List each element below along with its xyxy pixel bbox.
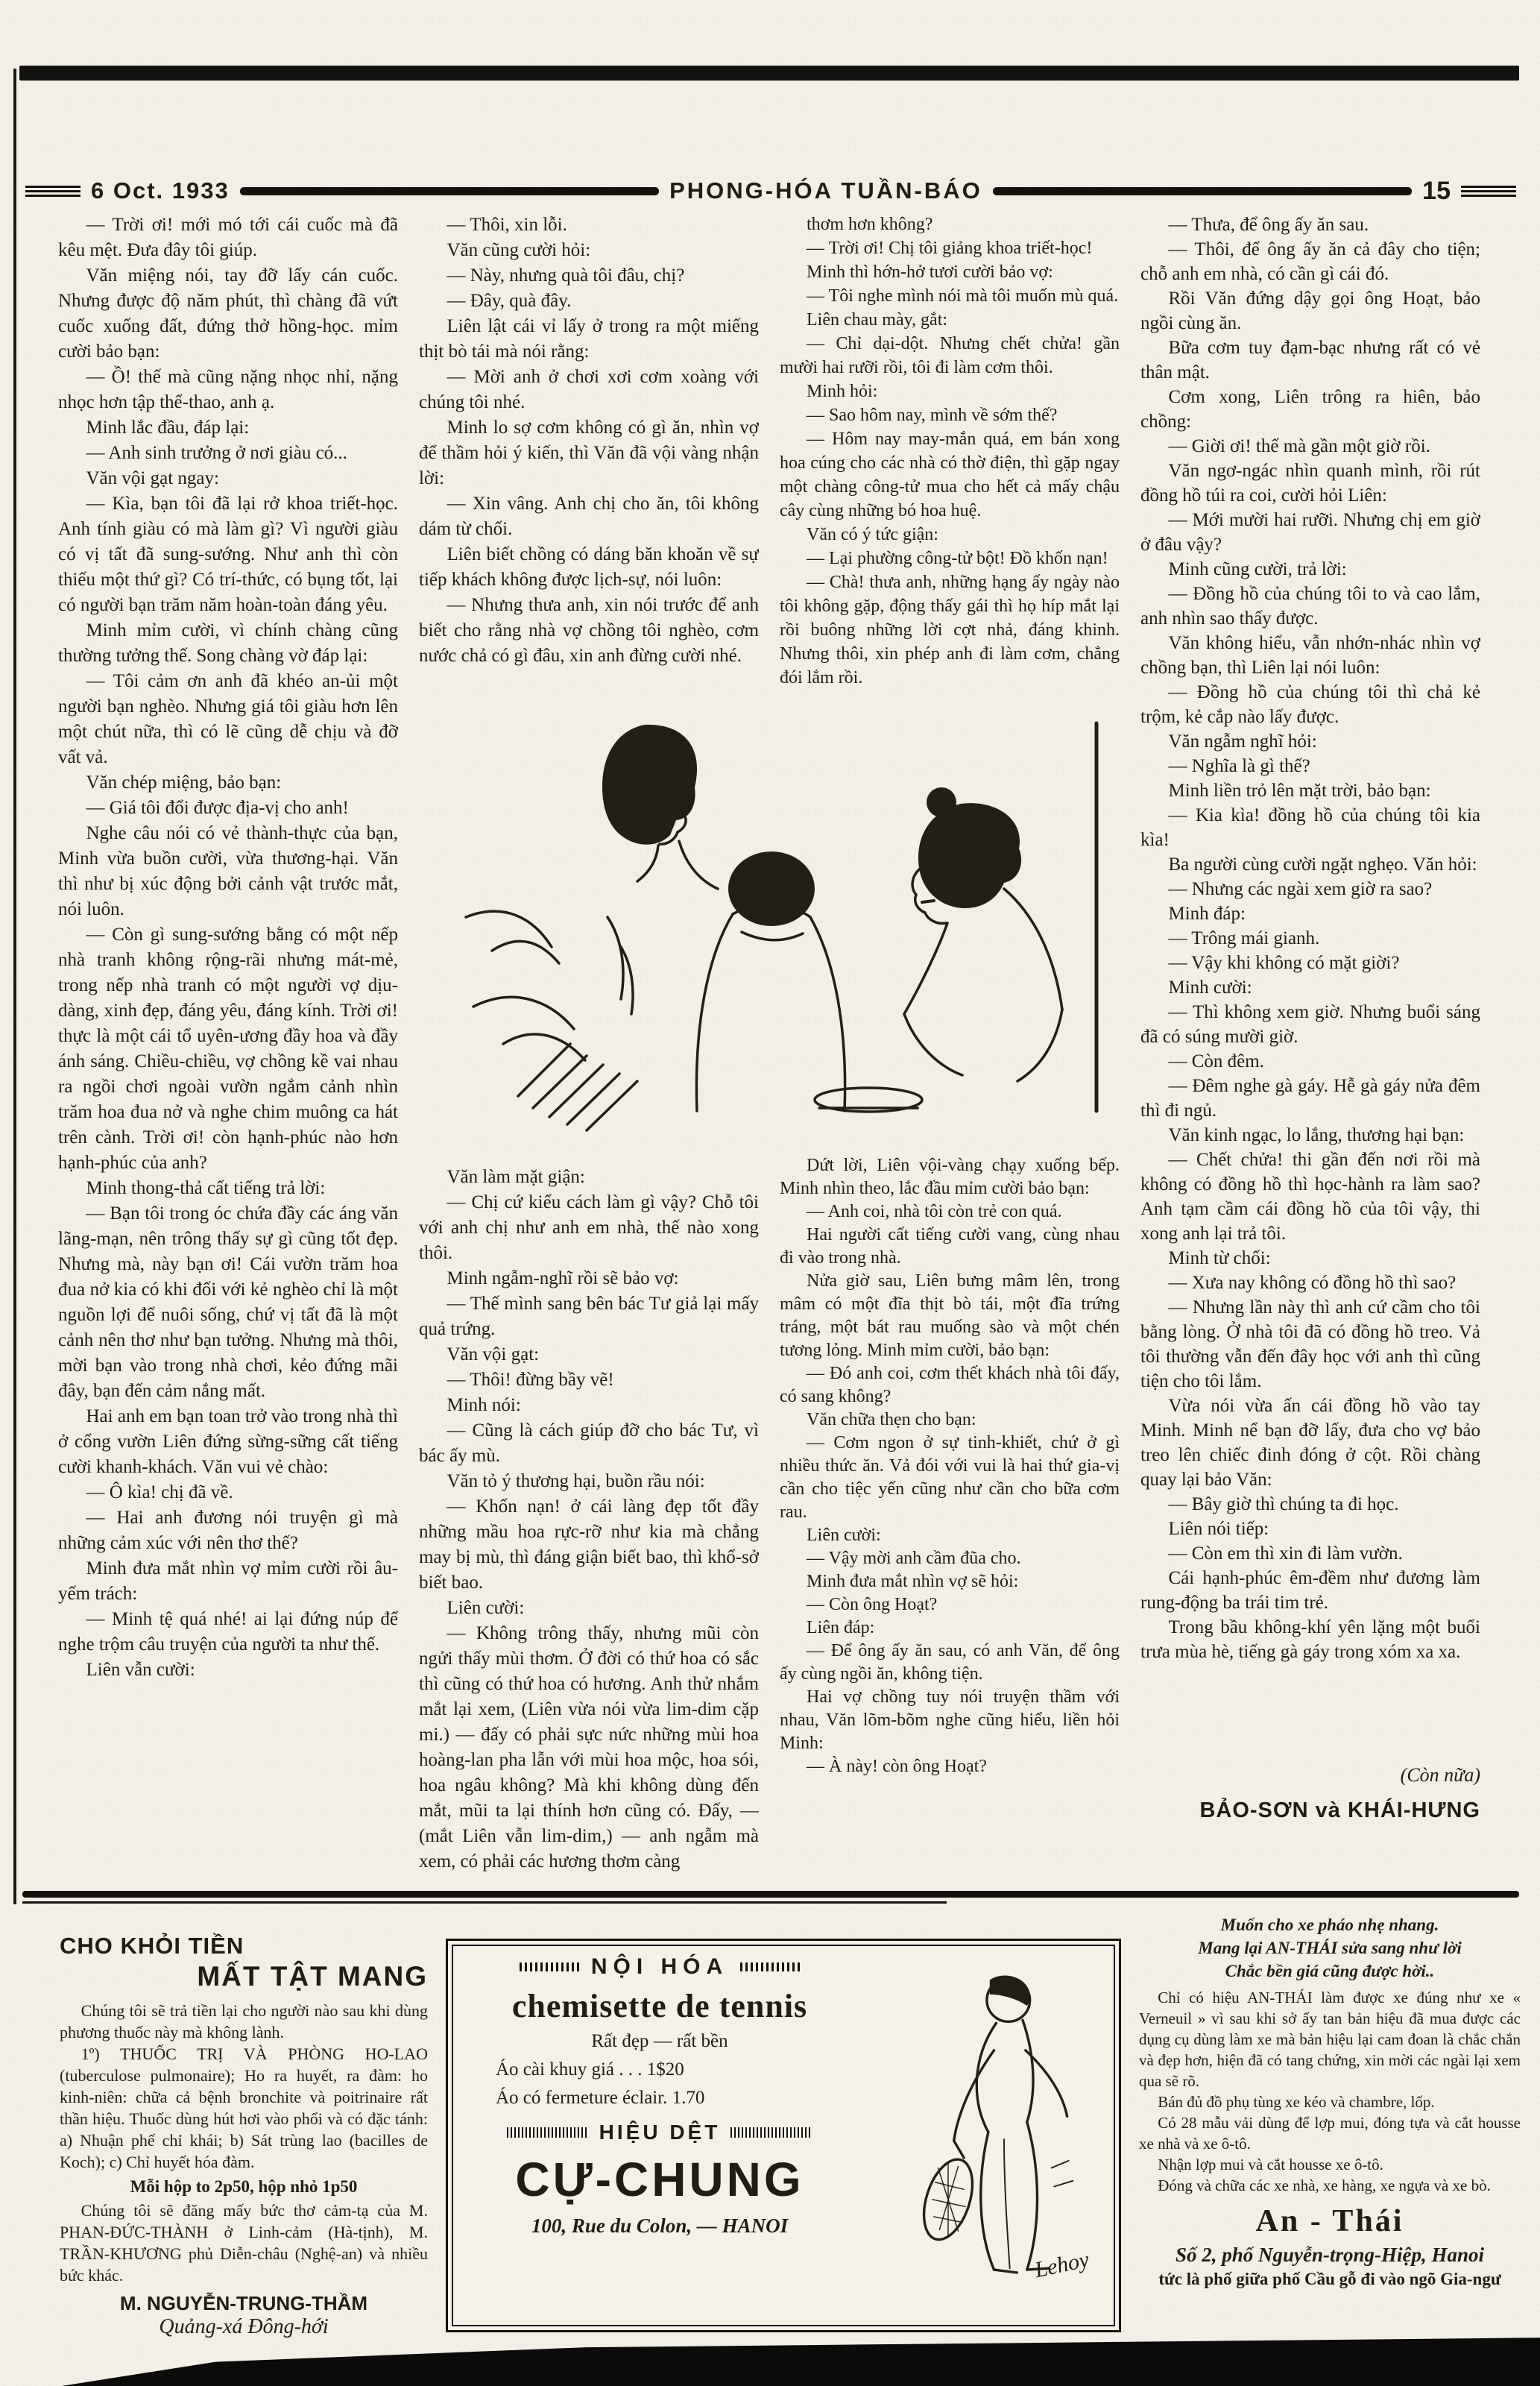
issue-date: 6 Oct. 1933 (91, 177, 230, 204)
paragraph: Liên đáp: (807, 1618, 875, 1637)
ad-mid-price-1: Áo cài khuy giá . . . 1$20 (496, 2059, 684, 2080)
ad-tuberculosis-medicine (60, 1933, 428, 2339)
paragraph: — Hai anh đương nói truyện gì mà những cảm xúc với nên thơ thế? (58, 1508, 398, 1553)
section-divider-rule-thin (22, 1901, 947, 1904)
paragraph: Văn chữa thẹn cho bạn: (807, 1410, 976, 1429)
paragraph: — Kia kìa! đồng hồ của chúng tôi kia kìa! (1140, 805, 1480, 850)
paragraph: Nửa giờ sau, Liên bưng mâm lên, trong mâm có một đĩa thịt bò tái, một đĩa trứng tráng, một bát rau muống sào và một chén tương lỏng. Minh mỉm cười, bảo bạn: (780, 1271, 1120, 1360)
ad-mid-address: 100, Rue du Colon, — HANOI (531, 2215, 789, 2237)
ornament-stripes-right-2 (730, 2127, 812, 2138)
ad-an-thai-vehicles (1139, 1913, 1521, 2289)
paragraph: Liên cười: (807, 1526, 881, 1545)
paragraph: — Lại phường công-tử bột! Đồ khốn nạn! (807, 549, 1108, 568)
paragraph: — Đây, quà đây. (446, 291, 572, 311)
continuation-note: (Còn nữa) (1400, 1764, 1480, 1786)
paragraph: Minh cũng cười, trả lời: (1168, 559, 1347, 579)
top-rule (19, 66, 1519, 81)
section-divider-rule (22, 1891, 1519, 1898)
paragraph: — Xin vâng. Anh chị cho ăn, tôi không dám từ chối. (419, 494, 759, 539)
paragraph: — Đồng hồ của chúng tôi to và cao lắm, anh nhìn sao thấy được. (1140, 584, 1480, 629)
ad-left-signer-place: Quảng-xá Đông-hới (159, 2315, 329, 2338)
ad-left-body (60, 2000, 428, 2173)
ad-mid-kicker: NỘI HÓA (590, 1954, 729, 1979)
ad-left-price: Mỗi hộp to 2p50, hộp nhỏ 1p50 (130, 2177, 358, 2196)
paragraph: Liên nói tiếp: (1168, 1519, 1269, 1539)
ad-mid-label: HIỆU DỆT (599, 2121, 721, 2144)
paragraph: — Chết chửa! thi gần đến nơi rồi mà không có đồng hồ thì học-hành ra làm sao? Anh tạm cầm cái đồng hồ của tôi vậy, thi xong anh lại trả tôi. (1140, 1150, 1480, 1244)
paragraph: — Thôi, xin lỗi. (446, 215, 567, 235)
paragraph: Rồi Văn đứng dậy gọi ông Hoạt, bảo ngồi cùng ăn. (1140, 289, 1480, 333)
ornament-stripes-left-2 (507, 2127, 589, 2138)
scan-edge-bar (0, 2332, 1540, 2386)
paragraph: Văn vội gạt: (446, 1344, 540, 1364)
paragraph: Văn ngơ-ngác nhìn quanh mình, rồi rút đồng hồ túi ra coi, cười hỏi Liên: (1140, 461, 1480, 506)
tennis-player-illustration (862, 1953, 1108, 2290)
ad-left-heading-2: MẤT TẬT MANG (197, 1961, 428, 1992)
story-column-1 (58, 213, 398, 1898)
paragraph: — Mời anh ở chơi xơi cơm xoàng với chúng tôi nhé. (419, 367, 759, 412)
paragraph: Minh thì hớn-hở tươi cười bảo vợ: (807, 262, 1053, 282)
paragraph: — Thưa, để ông ấy ăn sau. (1168, 215, 1369, 235)
ornament-stripes-right (740, 1962, 800, 1971)
ad-left-testimonial: Chúng tôi sẽ đăng mấy bức thơ cảm-tạ của M. PHAN-ĐỨC-THÀNH ở Linh-cảm (Hà-tịnh), M. TRẦN-KHƯƠNG phủ Diễn-châu (Nghệ-an) và nhiều bức khác. (60, 2201, 428, 2285)
paragraph: Liên lật cái vỉ lấy ở trong ra một miếng thịt bò tái mà nói rằng: (419, 316, 759, 362)
story-column-2-bottom (419, 1165, 759, 1895)
paragraph: — Giá tôi đổi được địa-vị cho anh! (86, 798, 349, 818)
paragraph: Minh mỉm cười, vì chính chàng cũng thường tưởng thế. Song chàng vờ đáp lại: (58, 620, 398, 666)
paragraph: — Không trông thấy, nhưng mũi còn ngửi thấy mùi thơm. Ở đời có thứ hoa có sắc thì cũng có thứ hoa có hương. Anh thử nhắm mắt lại xem, (Liên vừa nói vừa lim-dim cặp mi.) — đấy có phải sực nức những mùi hoa hoàng-lan pha lẫn với mùi hoa mộc, hoa sói, hoa ngâu không? Mà khi không dùng đến mắt, mũi ta lại thính hơn cũng có. Đấy, — (mắt Liên vẫn lim-dim,) — anh ngẫm mà xem, có phải các hương thơm càng (419, 1623, 759, 1872)
header-rule-right (993, 187, 1412, 195)
paragraph: Đóng và chữa các xe nhà, xe hàng, xe ngựa và xe bò. (1158, 2176, 1491, 2194)
paragraph: — Thôi, để ông ấy ăn cả đây cho tiện; chỗ anh em nhà, có cần gì cái đó. (1140, 239, 1480, 284)
ad-cu-chung-tennis-shirt (446, 1939, 1121, 2332)
paragraph: — Hôm nay may-mắn quá, em bán xong hoa cúng cho các nhà có thờ điện, thì gặp ngay một chàng công-tử mua cho hết cả mấy chậu cây cùng những bó hoa huệ. (780, 429, 1120, 520)
paragraph: — Còn em thì xin đi làm vườn. (1168, 1543, 1403, 1564)
paragraph: Minh ngẫm-nghĩ rồi sẽ bảo vợ: (446, 1268, 679, 1288)
ad-mid-price-2: Áo có fermeture éclair. 1.70 (496, 2088, 705, 2108)
paragraph: — Nhưng thưa anh, xin nói trước để anh biết cho rằng nhà vợ chồng tôi nghèo, cơm nước chả có gì đâu, xin anh đừng cười nhé. (419, 595, 759, 666)
paragraph: Minh đáp: (1168, 904, 1246, 924)
paragraph: — Kìa, bạn tôi đã lại rở khoa triết-học. Anh tính giàu có mà làm gì? Vì người giàu có vị tất đã sung-sướng. Như anh thì còn thiếu một thứ gì? Có trí-thức, có bụng tốt, lại có người bạn trăm năm hoàn-toàn đáng yêu. (58, 494, 398, 615)
paragraph: — Đồng hồ của chúng tôi thì chả kẻ trộm, kẻ cắp nào lấy được. (1140, 682, 1480, 727)
paragraph: Minh cười: (1168, 978, 1252, 998)
paragraph: Bán đủ đồ phụ tùng xe kéo và chambre, lốp. (1158, 2093, 1435, 2111)
paragraph: — Vậy khi không có mặt giời? (1168, 953, 1400, 973)
paragraph: Có 28 mẫu vải dùng để lợp mui, đóng tựa và cắt housse xe nhà và xe ô-tô. (1139, 2114, 1521, 2153)
header-rule-left (240, 187, 659, 195)
ad-mid-tagline: Rất đẹp — rất bền (591, 2031, 728, 2051)
paragraph: — À này! còn ông Hoạt? (807, 1757, 987, 1776)
paragraph: — Cơm ngon ở sự tinh-khiết, chứ ở gì nhiều thức ăn. Vả đói với vui là hai thứ gia-vị cần cho tiệc yến cũng như cần cho bữa cơm rau. (780, 1433, 1120, 1522)
paragraph: — Tôi nghe mình nói mà tôi muốn mù quá. (807, 286, 1119, 306)
paragraph: — Còn gì sung-sướng bằng có một nếp nhà tranh không rộng-rãi nhưng mát-mẻ, trong nếp nhà tranh có một người vợ dịu-dàng, xinh đẹp, đáng yêu, đáng kính. Trời ơi! thực là một cái tổ uyên-ương đầy hoa và đầy ánh sáng. Chiều-chiều, vợ chồng kề vai nhau ra ngồi chơi ngoài vườn ngắm cảnh nhìn trăm hoa đua nở và nghe chim muông ca hát trên cành. Trời ơi! còn hạnh-phúc nào hơn hạnh-phúc của anh? (58, 925, 398, 1173)
ad-right-address-2: tức là phố giữa phố Cầu gỗ đi vào ngõ Gia-ngư (1158, 2270, 1501, 2288)
paragraph: — Vậy mời anh cầm đũa cho. (807, 1549, 1021, 1568)
paragraph: — Tôi cảm ơn anh đã khéo an-ủi một người bạn nghèo. Nhưng giá tôi giàu hơn lên một chút nữa, thì có lẽ cũng dễ chịu và đỡ vất vả. (58, 671, 398, 767)
paragraph: Văn vội gạt ngay: (86, 468, 219, 488)
header-ornament-left (25, 186, 81, 197)
paragraph: — Anh sinh trưởng ở nơi giàu có... (86, 443, 347, 463)
paragraph: Văn ngẫm nghĩ hỏi: (1168, 731, 1317, 752)
ad-left-heading-1: CHO KHỎI TIỀN (60, 1933, 244, 1959)
paragraph: Liên vẫn cười: (86, 1660, 195, 1680)
paragraph: — Bạn tôi trong óc chứa đầy các áng văn lãng-mạn, nên trông thấy sự gì cũng tốt đẹp. Nhưng mà, này bạn ơi! Cái vườn trăm hoa đua nở kia có khi đối với kẻ nghèo chỉ là một nguồn lợi để nuôi sống, chứ vị tất đã là một cảnh nên thơ như bạn tưởng. Nhưng mà thôi, mời bạn vào trong nhà chơi, kẻo đứng mãi đây, bạn đến cảm nắng mất. (58, 1203, 398, 1401)
paragraph: Minh từ chối: (1168, 1248, 1271, 1268)
page-header (25, 173, 1516, 209)
paragraph: — Nghĩa là gì thế? (1168, 756, 1310, 776)
paragraph: Văn có ý tức giận: (807, 525, 938, 544)
paragraph: — Chị cứ kiểu cách làm gì vậy? Chỗ tôi với anh chị như anh em nhà, thế nào xong thôi. (419, 1192, 759, 1263)
paragraph: Liên chau mày, gắt: (807, 310, 948, 330)
paragraph: Minh đưa mắt nhìn vợ sẽ hỏi: (807, 1572, 1019, 1591)
ad-right-verse (1139, 1913, 1521, 1983)
illustrator-signature: Lehoy (1032, 2247, 1091, 2283)
paragraph: Văn tỏ ý thương hại, buồn rầu nói: (446, 1471, 705, 1491)
paragraph: — Bây giờ thì chúng ta đi học. (1168, 1494, 1399, 1514)
paragraph: — Giời ơi! thế mà gần một giờ rồi. (1168, 436, 1430, 456)
paragraph: Liên biết chồng có dáng băn khoăn về sự tiếp khách không được lịch-sự, nói luôn: (419, 544, 759, 590)
paragraph: — Chỉ dại-dột. Nhưng chết chửa! gần mười hai rưỡi rồi, tôi đi làm cơm thôi. (780, 334, 1120, 377)
story-column-3-bottom (780, 1154, 1120, 1896)
paragraph: Cơm xong, Liên trông ra hiên, bảo chồng: (1140, 387, 1480, 432)
paragraph: Vừa nói vừa ấn cái đồng hồ vào tay Minh. Minh nể bạn đỡ lấy, đưa cho vợ bảo treo lên chiếc đinh đóng ở cột. Rồi chàng quay lại bảo Văn: (1140, 1396, 1480, 1490)
paragraph: Nhận lợp mui và cắt housse xe ô-tô. (1158, 2156, 1383, 2173)
paragraph: — Nhưng các ngài xem giờ ra sao? (1168, 879, 1433, 899)
story-column-4 (1140, 213, 1480, 1760)
paragraph: — Minh tệ quá nhé! ai lại đứng núp để nghe trộm câu truyện của người ta như thế. (58, 1609, 398, 1655)
paragraph: — Chà! thưa anh, những hạng ấy ngày nào tôi không gặp, động thấy gái thì họ híp mắt lại rồi buông những lời cợt nhả, đáng khinh. Nhưng thôi, xin phép anh đi làm cơm, chẳng đói lắm rồi. (780, 573, 1120, 687)
paragraph: Minh lắc đầu, đáp lại: (86, 418, 250, 438)
paragraph: Chúng tôi sẽ trả tiền lại cho người nào sau khi dùng phương thuốc này mà không lành. (60, 2001, 428, 2042)
paragraph: Minh nói: (446, 1395, 521, 1415)
paragraph: Liên cười: (446, 1598, 525, 1618)
ornament-stripes-left (520, 1962, 579, 1971)
ad-right-brand: An - Thái (1255, 2204, 1404, 2238)
ad-mid-brand: CỰ-CHUNG (515, 2153, 804, 2206)
paragraph: Minh lo sợ cơm không có gì ăn, nhìn vợ để thầm hỏi ý kiến, thì Văn đã vội vàng nhận lời: (419, 418, 759, 488)
paragraph: — Thì không xem giờ. Nhưng buổi sáng đã có súng mười giờ. (1140, 1002, 1480, 1047)
page-number: 15 (1422, 176, 1451, 205)
story-illustration (421, 693, 1122, 1163)
paragraph: Ba người cùng cười ngặt nghẹo. Văn hỏi: (1168, 854, 1477, 875)
paragraph: Minh hỏi: (807, 382, 878, 401)
header-ornament-right (1461, 186, 1516, 197)
paragraph: — Mới mười hai rưỡi. Nhưng chị em giờ ở đâu vậy? (1140, 510, 1480, 555)
paragraph: Mang lại AN-THÁI sửa sang như lời (1198, 1939, 1462, 1957)
paragraph: — Để ông ấy ăn sau, có anh Văn, để ông ấy cùng ngồi ăn, không tiện. (780, 1641, 1120, 1684)
paragraph: — Còn ông Hoạt? (807, 1595, 938, 1614)
garden-scene-drawing (421, 693, 1122, 1159)
paragraph: — Trời ơi! mới mó tới cái cuốc mà đã kêu mệt. Đưa đây tôi giúp. (58, 215, 398, 260)
paragraph: — Khốn nạn! ở cái làng đẹp tốt đầy những mầu hoa rực-rỡ như kia mà chẳng may bị mù, thì đáng giận biết bao, thì khổ-sở biết bao. (419, 1496, 759, 1593)
paragraph: Văn làm mặt giận: (446, 1167, 585, 1187)
masthead-title: PHONG-HÓA TUẦN-BÁO (669, 177, 982, 204)
paragraph: — Sao hôm nay, mình về sớm thế? (807, 406, 1058, 425)
paragraph: Dứt lời, Liên vội-vàng chạy xuống bếp. Minh nhìn theo, lắc đầu mỉm cười bảo bạn: (780, 1156, 1120, 1198)
ad-mid-product: chemisette de tennis (511, 1988, 808, 2024)
paragraph: — Còn đêm. (1168, 1051, 1264, 1071)
story-column-2-top (419, 213, 759, 705)
paragraph: thơm hơn không? (807, 215, 933, 234)
paragraph: Văn chép miệng, bảo bạn: (86, 772, 282, 793)
paragraph: Trong bầu không-khí yên lặng một buổi trưa mùa hè, tiếng gà gáy trong xóm xa xa. (1140, 1617, 1480, 1662)
paragraph: — Trông mái gianh. (1168, 928, 1320, 948)
paragraph: Minh liền trỏ lên mặt trời, bảo bạn: (1168, 781, 1431, 801)
paragraph: Chắc bền giá cũng được hời.. (1225, 1962, 1435, 1980)
paragraph: Muốn cho xe pháo nhẹ nhang. (1220, 1916, 1439, 1934)
paragraph: Chỉ có hiệu AN-THÁI làm được xe đúng như xe « Verneuil » vì sau khi sở ấy tan bản hiệu đã mua được các dụng cụ dùng làm xe mà bản hiệu lại cam đoan là chắc chắn và đẹp hơn, hiện đã có tang chứng, xin mời các ngài lại xem qua sẽ rõ. (1139, 1989, 1521, 2090)
left-edge-rule (13, 69, 16, 1904)
paragraph: — Trời ơi! Chị tôi giảng khoa triết-học! (807, 239, 1093, 258)
ad-right-address-1: Số 2, phố Nguyễn-trọng-Hiệp, Hanoi (1175, 2244, 1485, 2266)
paragraph: Minh thong-thả cất tiếng trả lời: (86, 1178, 326, 1198)
paragraph: 1º) THUỐC TRỊ VÀ PHÒNG HO-LAO (tuberculose pulmonaire); Ho ra huyết, ra đàm: ho kinh-niên: chữa cả bệnh bronchite và poitrinaire rất thần hiệu. Thuốc dùng hút hơi vào phổi và có đặc tánh: a) Nhuận phế chỉ khái; b) Sát trùng lao (bacilles de Koch); c) Chỉ huyết hóa đàm. (60, 2045, 428, 2171)
paragraph: Nghe câu nói có vẻ thành-thực của bạn, Minh vừa buồn cười, vừa thương-hại. Văn thì như bị xúc động bởi cảnh vật trước mắt, nói luôn. (58, 823, 398, 919)
story-byline: BẢO-SƠN và KHÁI-HƯNG (1199, 1798, 1480, 1822)
paragraph: — Xưa nay không có đồng hồ thì sao? (1168, 1273, 1457, 1293)
paragraph: — Thế mình sang bên bác Tư giả lại mấy quả trứng. (419, 1294, 759, 1339)
ad-left-signer: M. NGUYỄN-TRUNG-THẦM (119, 2292, 368, 2314)
paragraph: — Đó anh coi, cơm thết khách nhà tôi đấy, có sang không? (780, 1364, 1120, 1406)
paragraph: Bữa cơm tuy đạm-bạc nhưng rất có vẻ thân mật. (1140, 338, 1480, 383)
ad-right-body (1139, 1987, 1521, 2196)
paragraph: Cái hạnh-phúc êm-đềm như đương làm rung-động ba trái tim trẻ. (1140, 1568, 1480, 1613)
paragraph: — Anh coi, nhà tôi còn trẻ con quá. (807, 1202, 1062, 1221)
paragraph: — Ồ! thế mà cũng nặng nhọc nhỉ, nặng nhọc hơn tập thể-thao, anh ạ. (58, 367, 398, 412)
paragraph: — Cũng là cách giúp đỡ cho bác Tư, vì bác ấy mù. (419, 1420, 759, 1466)
paragraph: Văn kinh ngạc, lo lắng, thương hại bạn: (1168, 1125, 1465, 1145)
paragraph: — Thôi! đừng bầy vẽ! (446, 1370, 614, 1390)
paragraph: — Ô kìa! chị đã về. (86, 1482, 233, 1502)
paragraph: Văn không hiểu, vẫn nhớn-nhác nhìn vợ chồng bạn, thì Liên lại nói luôn: (1140, 633, 1480, 678)
paragraph: — Nhưng lần này thì anh cứ cầm cho tôi bằng lòng. Ở nhà tôi đã có đồng hồ treo. Vả tôi thường vẫn đến đây học với anh thì cũng tiện cho tôi lắm. (1140, 1297, 1480, 1391)
paragraph: Hai vợ chồng tuy nói truyện thầm với nhau, Văn lõm-bõm nghe cũng hiểu, liền hỏi Minh: (780, 1687, 1120, 1753)
paragraph: Minh đưa mắt nhìn vợ mỉm cười rồi âu-yếm trách: (58, 1558, 398, 1604)
paragraph: Hai người cất tiếng cười vang, cùng nhau đi vào trong nhà. (780, 1225, 1120, 1268)
paragraph: Văn miệng nói, tay đỡ lấy cán cuốc. Nhưng được độ năm phút, thì chàng đã vứt cuốc xuống đất, đứng thở hồng-học. mỉm cười bảo bạn: (58, 265, 398, 362)
paragraph: Văn cũng cười hỏi: (446, 240, 591, 260)
paragraph: Hai anh em bạn toan trở vào trong nhà thì ở cổng vườn Liên đứng sừng-sững cất tiếng cười khanh-khách. Văn vui vẻ chào: (58, 1406, 398, 1477)
paragraph: — Đêm nghe gà gáy. Hễ gà gáy nửa đêm thì đi ngủ. (1140, 1076, 1480, 1121)
paragraph: — Này, nhưng quà tôi đâu, chị? (446, 265, 685, 286)
